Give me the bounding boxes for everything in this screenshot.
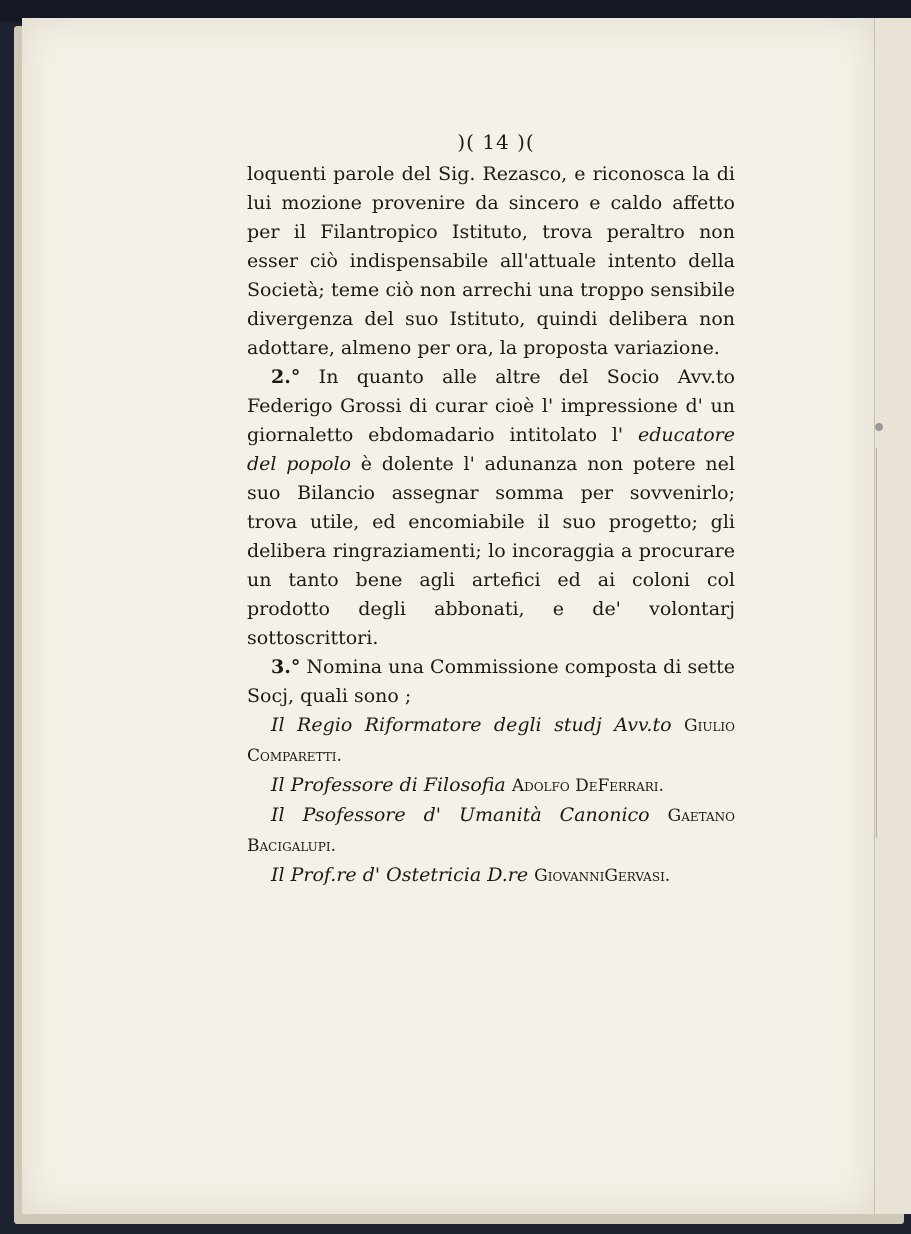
paragraph-3-text: Nomina una Commissione composta di sette Socj, quali sono ;	[247, 656, 735, 707]
page-text	[247, 130, 735, 891]
paragraph-1: loquenti parole del Sig. Rezasco, e riconosca la di lui mozione provenire da sincero e caldo affetto per il Filantropico Istituto, trova peraltro non esser ciò indispensabile all'attuale intento della Società; teme ciò non arrechi una troppo sensibile divergenza del suo Istituto, quindi delibera non adottare, almeno per ora, la proposta variazione.	[247, 163, 735, 359]
member-2	[247, 771, 735, 801]
member-4	[247, 861, 735, 891]
page-edge-strip	[874, 18, 911, 1214]
binding-mark	[875, 423, 883, 431]
paragraph-3	[247, 653, 735, 711]
member-name: GiovanniGervasi.	[534, 866, 671, 886]
item-number: 2.°	[271, 366, 301, 388]
newspaper-title: educatore del popolo	[247, 424, 735, 475]
paragraph-2-text-b: è dolente l' adunanza non potere nel suo Bilancio assegnar somma per sovvenirlo; trova utile, ed encomiabile il suo progetto; gli delibera ringraziamenti; lo incoraggia a procurare un tanto bene agli artefici ed ai coloni col prodotto degli abbonati, e de' volontarj sottoscrittori.	[247, 453, 735, 649]
member-title: Il Psofessore d' Umanità Canonico	[271, 804, 650, 826]
item-number: 3.°	[271, 656, 301, 678]
member-title: Il Prof.re d' Ostetricia D.re	[271, 864, 529, 886]
page-number: )( 14 )(	[457, 130, 535, 154]
paragraph-2	[247, 363, 735, 653]
member-name: Adolfo DeFerrari.	[511, 776, 664, 796]
paragraph-2-text-a: In quanto alle altre del Socio Avv.to Federigo Grossi di curar cioè l' impressione d' un giornaletto ebdomadario intitolato l'	[247, 366, 735, 446]
member-title: Il Regio Riformatore degli studj Avv.to	[271, 714, 672, 736]
member-title: Il Professore di Filosofia	[271, 774, 506, 796]
member-name: Giulio Comparetti.	[247, 716, 735, 766]
member-1	[247, 711, 735, 771]
fold-line	[876, 448, 877, 838]
member-3	[247, 801, 735, 861]
member-name: Gaetano Bacigalupi.	[247, 806, 736, 856]
